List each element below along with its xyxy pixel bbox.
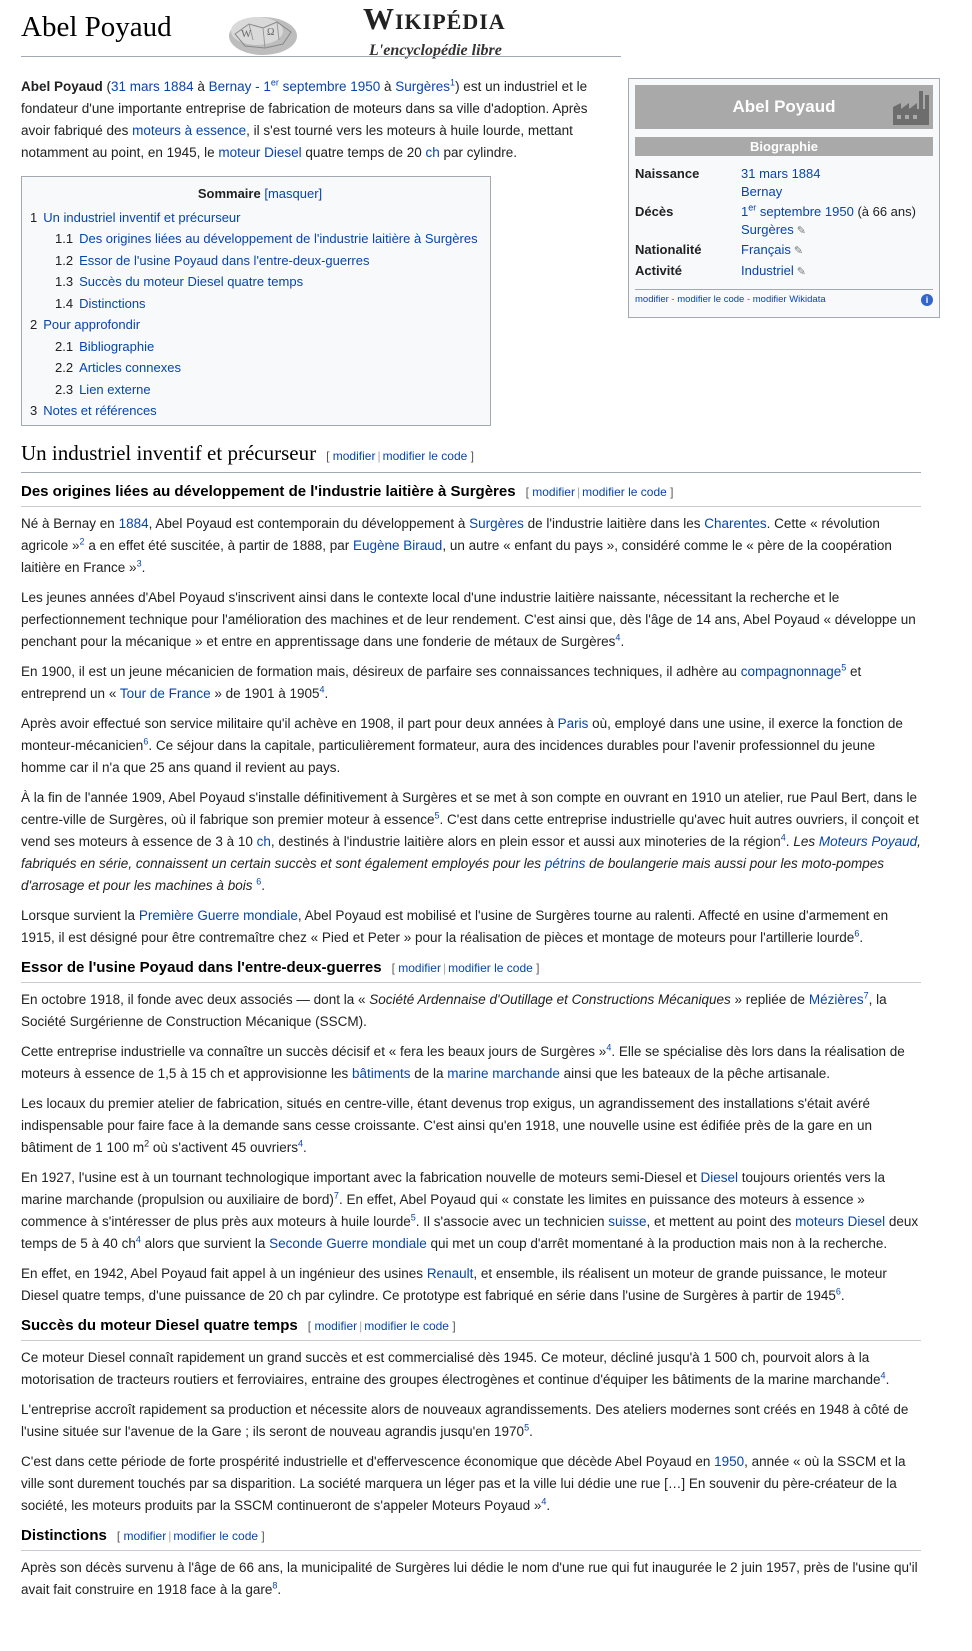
paragraph bbox=[21, 713, 921, 779]
infobox-value bbox=[741, 165, 931, 201]
edit-code-link[interactable]: modifier le code bbox=[382, 449, 468, 463]
pencil-icon[interactable]: ✎ bbox=[796, 266, 806, 278]
inline-link[interactable]: marine marchande bbox=[447, 1066, 560, 1081]
ref-link[interactable]: 4 bbox=[780, 832, 786, 843]
pencil-icon[interactable]: ✎ bbox=[793, 245, 804, 257]
intro-paragraph bbox=[21, 76, 616, 172]
text: . Ce séjour dans la capitale, particulièrement formateur, aura des incidences durables pour l'avenir professionnel du jeune homme car il n'a que 25 ans quand il revient au pays. bbox=[21, 738, 876, 775]
bracket: ] bbox=[261, 1529, 265, 1543]
text: Les jeunes années d'Abel Poyaud s'inscrivent ainsi dans le contexte local d'une industrie laitière naissante, nécessitant la recherche et le perfectionnement technique pour l'amélioration des machines et de leur rendement. C'est ainsi que, dès l'âge de 14 ans, Abel Poyaud « développe un penchant pour la mécanique » et entre en apprentissage dans une fonderie de métaux de Surgères bbox=[21, 590, 916, 649]
text: ) est un industriel et le fondateur d'une importante entreprise de fabrication de moteurs dans sa ville d'adoption. Après avoir fabriqué des bbox=[21, 79, 588, 138]
toc-number: 1.1 bbox=[55, 231, 74, 246]
section-heading-text: Un industriel inventif et précurseur bbox=[21, 441, 317, 465]
text: L'entreprise accroît rapidement sa production et nécessite alors de nouveaux agrandissements. Des ateliers modernes sont créés en 1948 à côté de l'usine située sur l'avenue de la Gare ; ils seront de nouveau agrandis jusqu'en 1970 bbox=[21, 1402, 909, 1439]
ref-link[interactable]: 8 bbox=[272, 1580, 278, 1591]
subsection-heading bbox=[21, 481, 921, 507]
text: . bbox=[885, 1372, 890, 1387]
subsection-heading bbox=[21, 1525, 921, 1551]
toc-link[interactable]: Succès du moteur Diesel quatre temps bbox=[79, 274, 304, 289]
ref-link[interactable]: 5 bbox=[841, 662, 847, 673]
inline-link[interactable]: pétrins bbox=[544, 856, 586, 871]
infobox-value bbox=[741, 241, 931, 260]
edit-code-link[interactable]: modifier le code bbox=[582, 485, 667, 499]
text: Après son décès survenu à l'âge de 66 ans, la municipalité de Surgères lui dédie le nom d'une rue qui fut inaugurée le 2 juin 1957, près de l'usine qu'il avait fait construire en 1918 face à la gare bbox=[21, 1560, 918, 1597]
ref-link[interactable]: 3 bbox=[136, 558, 142, 569]
logo-tagline: L'encyclopédie libre bbox=[369, 42, 502, 59]
text: à bbox=[380, 79, 396, 94]
paragraph bbox=[21, 513, 921, 579]
subject-name: Abel Poyaud bbox=[21, 79, 103, 94]
toc-number: 1.3 bbox=[55, 274, 74, 289]
text: Né à Bernay en bbox=[21, 516, 119, 531]
inline-link[interactable]: Diesel bbox=[700, 1170, 738, 1185]
text: , destinés à l'industrie laitière alors en plein essor et aussi aux minoteries de la région bbox=[270, 834, 781, 849]
paragraph bbox=[21, 1167, 921, 1255]
paragraph bbox=[21, 989, 921, 1033]
bracket: [ bbox=[391, 961, 395, 975]
toc-title: Sommaire bbox=[197, 186, 261, 201]
text: . bbox=[620, 634, 625, 649]
ref-link[interactable]: 4 bbox=[298, 1138, 304, 1149]
ref-link[interactable]: 2 bbox=[79, 536, 85, 547]
separator: | bbox=[377, 449, 381, 463]
text: deux temps de 5 à 40 ch bbox=[21, 1214, 919, 1251]
table-of-contents bbox=[21, 176, 491, 426]
text: » repliée de bbox=[730, 992, 809, 1007]
text: , et mettent au point des bbox=[646, 1214, 796, 1229]
text: et entreprend un « bbox=[21, 664, 862, 701]
text: toujours orientés vers la marine marchande (propulsion ou auxiliaire de bord) bbox=[21, 1170, 886, 1207]
text: . bbox=[261, 878, 265, 893]
superscript: 2 bbox=[144, 1138, 150, 1149]
sup: er bbox=[748, 202, 757, 213]
edit-code-link[interactable]: modifier le code bbox=[364, 1319, 449, 1333]
inline-link[interactable]: compagnonnage bbox=[740, 664, 842, 679]
page-title: Abel Poyaud bbox=[21, 11, 172, 43]
section-heading bbox=[21, 438, 921, 473]
toc-number: 2.2 bbox=[55, 360, 74, 375]
inline-link[interactable]: Eugène Biraud bbox=[353, 538, 443, 553]
infobox-title: Abel Poyaud bbox=[635, 85, 933, 129]
ref-link[interactable]: 4 bbox=[615, 632, 621, 643]
paragraph bbox=[21, 1399, 921, 1443]
text: de la bbox=[410, 1066, 448, 1081]
italic-text: Les bbox=[793, 834, 819, 849]
inline-link[interactable]: moteurs Diesel bbox=[795, 1214, 886, 1229]
separator: | bbox=[168, 1529, 172, 1543]
subsection-heading-text: Essor de l'usine Poyaud dans l'entre-deux-guerres bbox=[21, 959, 382, 976]
toc-number: 1.2 bbox=[55, 252, 74, 268]
subsection-heading-text: Succès du moteur Diesel quatre temps bbox=[21, 1317, 298, 1334]
italic-text: , fabriqués en série, connaissent un certain succès et sont également employés pour les bbox=[21, 834, 921, 871]
text: ainsi que les bateaux de la pêche artisanale. bbox=[559, 1066, 831, 1081]
inline-link[interactable]: Paris bbox=[557, 716, 589, 731]
title-underline bbox=[21, 56, 621, 57]
text: qui met un coup d'arrêt momentané à la production mais non à la recherche. bbox=[426, 1236, 888, 1251]
article bbox=[21, 0, 971, 1597]
toc-item[interactable] bbox=[30, 293, 490, 315]
text: . Il s'associe avec un technicien bbox=[415, 1214, 609, 1229]
text: , Abel Poyaud est mobilisé et l'usine de Surgères tourne au ralenti. Affecté en usine d'armement en 1915, il est désigné pour être contremaître chez « Pied et Peter » pour la réalisation de pièces et montage de moteurs pour l'artillerie lourde bbox=[21, 908, 889, 945]
ref-link[interactable]: 6 bbox=[256, 876, 262, 887]
bracket: [ bbox=[116, 1529, 121, 1543]
inline-link[interactable]: Moteurs Poyaud bbox=[818, 834, 918, 849]
infobox-label: Activité bbox=[635, 263, 682, 278]
text: . bbox=[141, 560, 146, 575]
toc-link[interactable]: Lien externe bbox=[79, 381, 151, 397]
edit-section-links bbox=[526, 485, 674, 499]
link-death-date[interactable] bbox=[251, 79, 380, 94]
edit-code-link[interactable]: modifier le code bbox=[448, 961, 533, 975]
toc-link[interactable]: Essor de l'usine Poyaud dans l'entre-deux-guerres bbox=[79, 252, 370, 268]
paragraph bbox=[21, 587, 921, 653]
paragraph bbox=[21, 661, 921, 705]
text: , un autre « enfant du pays », considéré comme le « père de la coopération laitière en France » bbox=[21, 538, 892, 575]
toc-item[interactable] bbox=[30, 207, 490, 229]
link-bernay[interactable]: Bernay bbox=[741, 184, 783, 199]
globe-icon bbox=[221, 10, 329, 56]
pencil-icon[interactable]: ✎ bbox=[796, 225, 806, 237]
toc-item[interactable] bbox=[30, 271, 490, 293]
paragraph bbox=[21, 787, 921, 897]
text: , il s'est tourné vers les moteurs à huile lourde, mettant notamment au point, en 1945, le bbox=[21, 123, 573, 160]
inline-link[interactable]: bâtiments bbox=[351, 1066, 411, 1081]
inline-link[interactable]: ch bbox=[256, 834, 271, 849]
subsection-heading-text: Des origines liées au développement de l'industrie laitière à Surgères bbox=[21, 483, 516, 500]
text: . bbox=[529, 1424, 533, 1439]
ref-link[interactable]: 7 bbox=[863, 990, 869, 1001]
toc-item[interactable] bbox=[30, 228, 490, 250]
edit-modifier-link[interactable]: modifier bbox=[398, 961, 441, 975]
text: . bbox=[324, 686, 329, 701]
link-surgeres[interactable]: Surgères bbox=[741, 222, 794, 237]
text: où s'activent 45 ouvriers bbox=[149, 1140, 298, 1155]
link-death-date[interactable] bbox=[741, 204, 854, 219]
ref-link[interactable]: 6 bbox=[835, 1286, 841, 1297]
italic-text: de boulangerie mais aussi pour les moto-pompes d'arrosage et pour les machines à bois bbox=[21, 856, 885, 893]
text: Cette entreprise industrielle va connaître un succès décisif et « fera les beaux jours de Surgères » bbox=[21, 1044, 607, 1059]
infobox-footer bbox=[635, 289, 933, 307]
link-moteurs-essence[interactable]: moteurs à essence bbox=[132, 123, 247, 138]
text: , année « où la SSCM et la ville sont durement touchés par sa disparition. La société marquera un léger pas et la ville lui dédie une rue […] En souvenir du père-créateur de la société, les moteurs produits par la SSCM continueront de s'appeler Moteurs Poyaud » bbox=[21, 1454, 906, 1513]
edit-section-links bbox=[326, 449, 474, 463]
text: . bbox=[785, 834, 794, 849]
bracket: ] bbox=[670, 485, 674, 499]
toc-item[interactable] bbox=[30, 250, 490, 272]
toc-number: 2.3 bbox=[55, 381, 74, 397]
text: quatre temps de 20 bbox=[301, 145, 426, 160]
toc-link[interactable]: Notes et références bbox=[43, 403, 157, 418]
paragraph bbox=[21, 1557, 921, 1601]
inline-link[interactable]: Seconde Guerre mondiale bbox=[269, 1236, 427, 1251]
infobox-label: Décès bbox=[635, 204, 674, 219]
paragraph bbox=[21, 1347, 921, 1391]
infobox-modifier-link[interactable]: modifier bbox=[635, 294, 669, 305]
inline-link[interactable]: 1884 bbox=[118, 516, 149, 531]
toc-item[interactable] bbox=[30, 400, 490, 422]
italic-text: Société Ardennaise d'Outillage et Constructions Mécaniques bbox=[369, 992, 731, 1007]
ref-1[interactable]: 1 bbox=[450, 77, 456, 88]
separator: | bbox=[576, 485, 581, 499]
toc-number: 2 bbox=[30, 317, 38, 332]
text: . Elle se spécialise dès lors dans la réalisation de moteurs à essence de 1,5 à 15 ch et approvisionne les bbox=[21, 1044, 905, 1081]
subsection-heading bbox=[21, 1315, 921, 1341]
text: . bbox=[303, 1140, 307, 1155]
link-francais[interactable]: Français bbox=[741, 242, 791, 257]
infobox-label: Nationalité bbox=[635, 242, 702, 257]
link-surgeres[interactable]: Surgères bbox=[395, 79, 451, 94]
infobox-value bbox=[741, 262, 931, 281]
edit-section-links bbox=[392, 961, 540, 975]
separator: | bbox=[442, 961, 447, 975]
text: , et ensemble, ils réalisent un moteur de grande puissance, le moteur Diesel quatre temps, d'une puissance de 20 ch par cylindre. Ce prototype est fabriqué en série dans l'usine de Surgères à partir de 1945 bbox=[21, 1266, 887, 1303]
text: 1 bbox=[741, 204, 749, 219]
bracket: ] bbox=[470, 449, 474, 463]
text: . En effet, Abel Poyaud qui « constate les limites en puissance des moteurs à essence » commence à s'intéresser de plus près aux moteurs à huile lourde bbox=[21, 1192, 865, 1229]
svg-text:Ω: Ω bbox=[267, 27, 275, 38]
link-ch[interactable]: ch bbox=[425, 145, 440, 160]
edit-section-links bbox=[308, 1319, 456, 1333]
toc-number: 3 bbox=[30, 403, 38, 418]
paragraph bbox=[21, 905, 921, 949]
toc-link[interactable]: Un industriel inventif et précurseur bbox=[43, 209, 241, 225]
text: (à 66 ans) bbox=[853, 204, 916, 219]
toc-hide-toggle[interactable]: [masquer] bbox=[264, 186, 323, 201]
subsection-heading bbox=[21, 957, 921, 983]
wikipedia-logo[interactable] bbox=[221, 1, 641, 59]
inline-link[interactable]: Surgères bbox=[469, 516, 524, 531]
ref-link[interactable]: 4 bbox=[880, 1370, 886, 1381]
text: En effet, en 1942, Abel Poyaud fait appel à un ingénieur des usines bbox=[21, 1266, 427, 1281]
toc-item[interactable] bbox=[30, 336, 490, 358]
edit-modifier-link[interactable]: modifier bbox=[332, 449, 376, 463]
toc-link[interactable]: Pour approfondir bbox=[43, 317, 141, 332]
ref-link[interactable]: 4 bbox=[541, 1496, 547, 1507]
ref-link[interactable]: 5 bbox=[410, 1212, 416, 1223]
toc-list bbox=[30, 207, 490, 422]
text: Les locaux du premier atelier de fabrication, situés en centre-ville, étant devenus trop exigus, un agrandissement des installations s'était avéré indispensable pour faire face à la demande sans cesse croissante. C'est ainsi qu'en 1918, une nouvelle usine est édifiée près de la gare en un bâtiment de 1 100 m bbox=[21, 1096, 872, 1155]
edit-section-links bbox=[117, 1529, 265, 1543]
paragraph bbox=[21, 1451, 921, 1517]
text: alors que survient la bbox=[140, 1236, 270, 1251]
bracket: ] bbox=[452, 1319, 456, 1333]
text: - 1 bbox=[251, 79, 271, 94]
toc-item[interactable] bbox=[30, 357, 490, 379]
text: . bbox=[859, 930, 864, 945]
text: ( bbox=[106, 79, 112, 94]
paragraph bbox=[21, 1263, 921, 1307]
text: septembre 1950 bbox=[756, 204, 854, 219]
ref-link[interactable]: 5 bbox=[434, 810, 440, 821]
text: À la fin de l'année 1909, Abel Poyaud s'installe définitivement à Surgères et se met à son compte en ouvrant en 1910 un atelier, rue Paul Bert, dans le centre-ville de Surgères, où il fabrique son premier moteur à essence bbox=[21, 790, 917, 827]
ref-link[interactable]: 6 bbox=[143, 736, 149, 747]
text: - bbox=[744, 294, 753, 305]
toc-link[interactable]: Bibliographie bbox=[79, 338, 155, 354]
paragraph bbox=[21, 1041, 921, 1085]
text: septembre 1950 bbox=[278, 79, 381, 94]
text: Ce moteur Diesel connaît rapidement un grand succès et est commercialisé dès 1945. Ce moteur, décliné jusqu'à 1 500 ch, pourvoit alors à la motorisation de tracteurs routiers et ferroviaires, entraine des groupes électrogènes et continue d'équiper les bâtiments de la marine marchande bbox=[21, 1350, 881, 1387]
separator: | bbox=[359, 1319, 363, 1333]
ref-link[interactable]: 4 bbox=[135, 1234, 141, 1245]
edit-code-link[interactable]: modifier le code bbox=[173, 1529, 259, 1543]
article-body bbox=[21, 438, 921, 1609]
infobox-modifier-wikidata-link[interactable]: modifier Wikidata bbox=[752, 294, 826, 305]
text: . bbox=[840, 1288, 845, 1303]
toc-item[interactable] bbox=[30, 379, 490, 401]
link-bernay[interactable]: Bernay bbox=[208, 79, 252, 94]
text: , Abel Poyaud est contemporain du développement à bbox=[148, 516, 470, 531]
bracket: [ bbox=[326, 449, 330, 463]
edit-modifier-link[interactable]: modifier bbox=[123, 1529, 167, 1543]
inline-link[interactable]: Renault bbox=[426, 1266, 474, 1281]
sup: er bbox=[270, 77, 279, 88]
link-birth-date[interactable]: 31 mars 1884 bbox=[111, 79, 194, 94]
text: . bbox=[546, 1498, 551, 1513]
ref-link[interactable]: 5 bbox=[524, 1422, 530, 1433]
text: En 1900, il est un jeune mécanicien de formation mais, désireux de parfaire ses connaissances techniques, il adhère au bbox=[21, 664, 741, 679]
subsection-heading-text: Distinctions bbox=[21, 1527, 107, 1544]
inline-link[interactable]: Mézières bbox=[808, 992, 864, 1007]
infobox bbox=[628, 78, 940, 318]
inline-link[interactable]: Charentes bbox=[704, 516, 767, 531]
text: Après avoir effectué son service militaire qu'il achève en 1908, il part pour deux années à bbox=[21, 716, 558, 731]
toc-header bbox=[30, 183, 490, 205]
text: , la Société Surgérienne de Construction Mécanique (SSCM). bbox=[21, 992, 887, 1029]
link-industriel[interactable]: Industriel bbox=[741, 263, 794, 278]
ref-link[interactable]: 6 bbox=[854, 928, 860, 939]
bracket: [ bbox=[307, 1319, 312, 1333]
infobox-value bbox=[741, 203, 931, 240]
inline-link[interactable]: suisse bbox=[608, 1214, 647, 1229]
bracket: ] bbox=[536, 961, 540, 975]
toc-number: 1 bbox=[30, 209, 38, 225]
infobox-label: Naissance bbox=[635, 166, 700, 181]
text: C'est dans cette période de forte prospérité industrielle et d'effervescence économique que décède Abel Poyaud en bbox=[21, 1454, 715, 1469]
svg-text:W: W bbox=[241, 28, 252, 40]
link-moteur-diesel[interactable]: moteur Diesel bbox=[218, 145, 302, 160]
page-header bbox=[21, 0, 971, 60]
toc-item[interactable] bbox=[30, 314, 490, 336]
infobox-modifier-code-link[interactable]: modifier le code bbox=[677, 294, 745, 305]
factory-icon bbox=[889, 85, 933, 129]
inline-link[interactable]: Première Guerre mondiale bbox=[138, 908, 298, 923]
bracket: [ bbox=[525, 485, 529, 499]
text: . C'est dans cette entreprise industrielle qu'avec huit autres ouvriers, il conçoit et vend ses moteurs à essence de 3 à 10 bbox=[21, 812, 919, 849]
toc-link[interactable]: Distinctions bbox=[79, 295, 146, 311]
text: à bbox=[193, 79, 209, 94]
toc-number: 1.4 bbox=[55, 295, 74, 311]
text: Lorsque survient la bbox=[21, 908, 139, 923]
text: - bbox=[668, 294, 678, 305]
inline-link[interactable]: 1950 bbox=[714, 1454, 745, 1469]
text: » de 1901 à 1905 bbox=[210, 686, 320, 701]
text: a en effet été suscitée, à partir de 1888, par bbox=[84, 538, 353, 553]
inline-link[interactable]: Tour de France bbox=[119, 686, 211, 701]
text: En octobre 1918, il fonde avec deux associés — dont la « bbox=[21, 992, 370, 1007]
edit-modifier-link[interactable]: modifier bbox=[532, 485, 575, 499]
ref-link[interactable]: 4 bbox=[319, 684, 325, 695]
paragraph bbox=[21, 1093, 921, 1159]
logo-wordmark: Wikipédia bbox=[363, 1, 506, 36]
edit-modifier-link[interactable]: modifier bbox=[314, 1319, 358, 1333]
toc-link[interactable]: Des origines liées au développement de l'industrie laitière à Surgères bbox=[79, 231, 478, 246]
toc-link[interactable]: Articles connexes bbox=[79, 360, 181, 375]
infobox-section-header: Biographie bbox=[635, 137, 933, 156]
text: En 1927, l'usine est à un tournant technologique important avec la fabrication nouvelle de moteurs semi-Diesel et bbox=[21, 1170, 701, 1185]
text: . bbox=[277, 1582, 282, 1597]
toc-number: 2.1 bbox=[55, 338, 74, 354]
ref-link[interactable]: 7 bbox=[333, 1190, 339, 1201]
text: de l'industrie laitière dans les bbox=[523, 516, 705, 531]
link-birth-date[interactable]: 31 mars 1884 bbox=[741, 166, 821, 181]
info-icon[interactable]: i bbox=[921, 294, 933, 306]
ref-link[interactable]: 4 bbox=[606, 1042, 612, 1053]
text: par cylindre. bbox=[439, 145, 518, 160]
text: où, employé dans une usine, il exerce la fonction de monteur-mécanicien bbox=[21, 716, 903, 753]
text: . Cette « révolution agricole » bbox=[21, 516, 880, 553]
